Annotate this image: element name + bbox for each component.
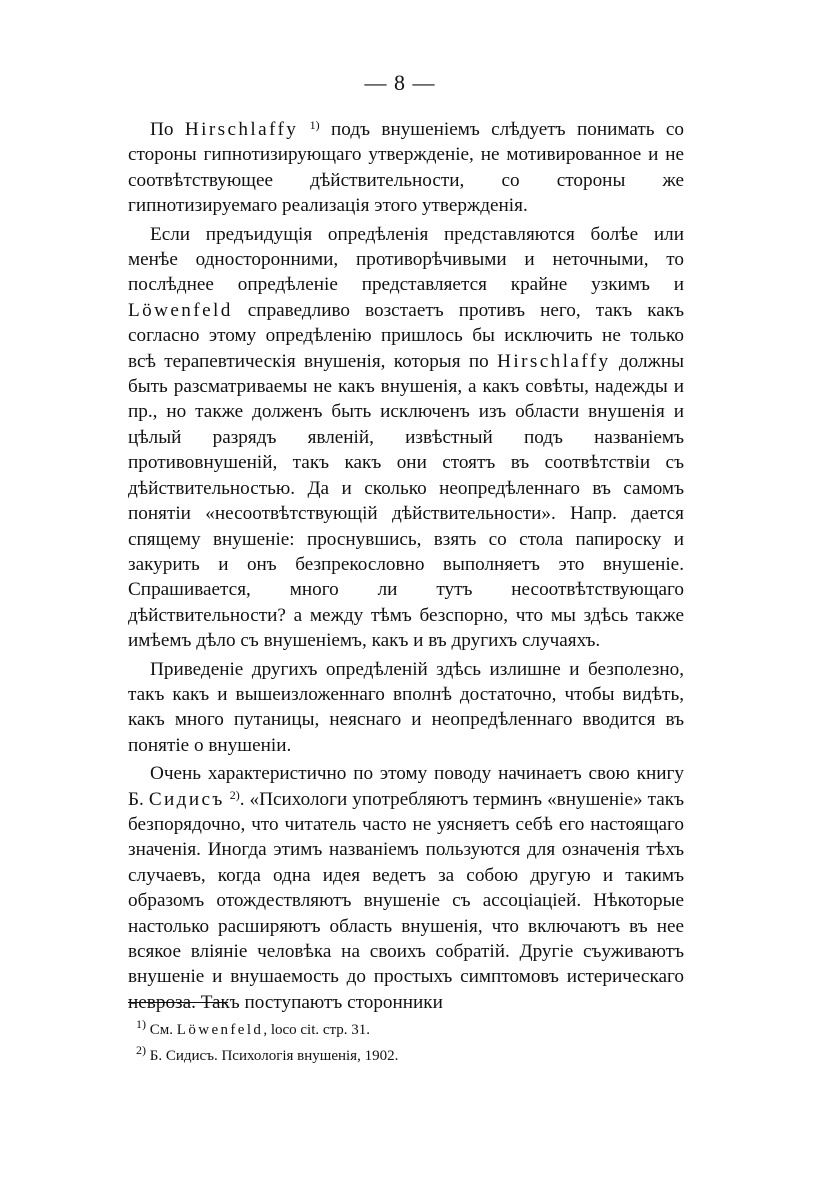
footnote-reference: 2) bbox=[229, 787, 240, 802]
footnote-text: См. bbox=[149, 1022, 177, 1038]
footnote-reference: 1) bbox=[309, 118, 320, 132]
paragraph-3 bbox=[128, 657, 684, 759]
paragraph-text bbox=[298, 119, 309, 140]
author-name: Hirschlaffy bbox=[184, 119, 299, 140]
footnote-2 bbox=[128, 1043, 684, 1069]
footnote-author: Löwenfeld bbox=[176, 1022, 264, 1038]
paragraph-text: По bbox=[150, 119, 185, 140]
author-name: Löwenfeld bbox=[128, 299, 233, 321]
paragraph-text: . «Психологи употребляютъ терминъ «внушеніе» такъ безпорядочно, что читатель часто не уясняетъ себѣ его настоящаго значенія. Иногда этимъ названіемъ пользуются для означенія тѣхъ случаевъ, когда одна идея ведетъ за собою другую и такимъ образомъ отождествляютъ внушеніе съ ассоціаціей. Нѣкоторые настолько расширяютъ область внушенія, что включаютъ въ нее всякое вліяніе человѣка на своихъ собратій. Другіе съуживаютъ внушеніе и внушаемость до простыхъ симптомовъ истерическаго невроза. Такъ поступаютъ сторонники bbox=[128, 788, 684, 1013]
paragraph-text: должны быть разсматриваемы не какъ внушенія, а какъ совѣты, надежды и пр., но также долженъ быть исключенъ изъ области внушенія и цѣлый разрядъ явленій, извѣстный подъ названіемъ противовнушеній, такъ какъ они стоятъ въ соотвѣтствіи съ дѣйствительностью. Да и сколько неопредѣленнаго въ самомъ понятіи «несоотвѣтствующій дѣйствительности». Напр. дается спящему внушеніе: проснувшись, взять со стола папироску и закурить и онъ безпрекословно выполняетъ это внушеніе. Спрашивается, много ли тутъ несоотвѣтствующаго дѣйствительности? а между тѣмъ безспорно, что мы здѣсь также имѣемъ дѣло съ внушеніемъ, какъ и въ другихъ случаяхъ. bbox=[128, 350, 684, 652]
footnote-divider bbox=[128, 1002, 228, 1003]
paragraph-2 bbox=[128, 222, 684, 654]
paragraph-text: Очень характеристично по этому поводу начинаетъ свою книгу Б. bbox=[128, 763, 684, 810]
main-text bbox=[128, 117, 684, 1018]
paragraph-text: Если предъидущія опредѣленія представляются болѣе или менѣе односторонними, противорѣчивыми и неточными, то послѣднее опредѣленіе представляется крайне узкимъ и bbox=[128, 223, 684, 296]
footnote-marker: 2) bbox=[136, 1043, 146, 1057]
author-name: Сидисъ bbox=[148, 788, 225, 810]
paragraph-text: справедливо возстаетъ противъ него, такъ какъ согласно этому опредѣленію пришлось бы исключить не только всѣ терапевтическія внушенія, которыя по bbox=[128, 299, 684, 372]
paragraph-text: подъ внушеніемъ слѣдуетъ понимать со стороны гипнотизирующаго утвержденіе, не мотивированное и не соотвѣтствующее дѣйствительности, со стороны же гипнотизируемаго реализація этого утвержденія. bbox=[128, 119, 685, 217]
paragraph-text: Приведеніе другихъ опредѣленій здѣсь излишне и безполезно, такъ какъ и вышеизложеннаго вполнѣ достаточно, чтобы видѣть, какъ много путаницы, неяснаго и неопредѣленнаго вводится въ понятіе о внушеніи. bbox=[128, 658, 684, 756]
author-name: Hirschlaffy bbox=[497, 350, 611, 372]
footnotes bbox=[128, 1017, 684, 1069]
footnote-1 bbox=[128, 1017, 684, 1043]
paragraph-4 bbox=[128, 761, 684, 1015]
footnote-marker: 1) bbox=[136, 1017, 146, 1031]
footnote-text: , loco cit. стр. 31. bbox=[263, 1022, 371, 1038]
footnote-text: Б. Сидисъ. Психологія внушенія, 1902. bbox=[149, 1048, 399, 1064]
paragraph-1 bbox=[128, 117, 684, 219]
page-number: — 8 — bbox=[364, 70, 436, 95]
